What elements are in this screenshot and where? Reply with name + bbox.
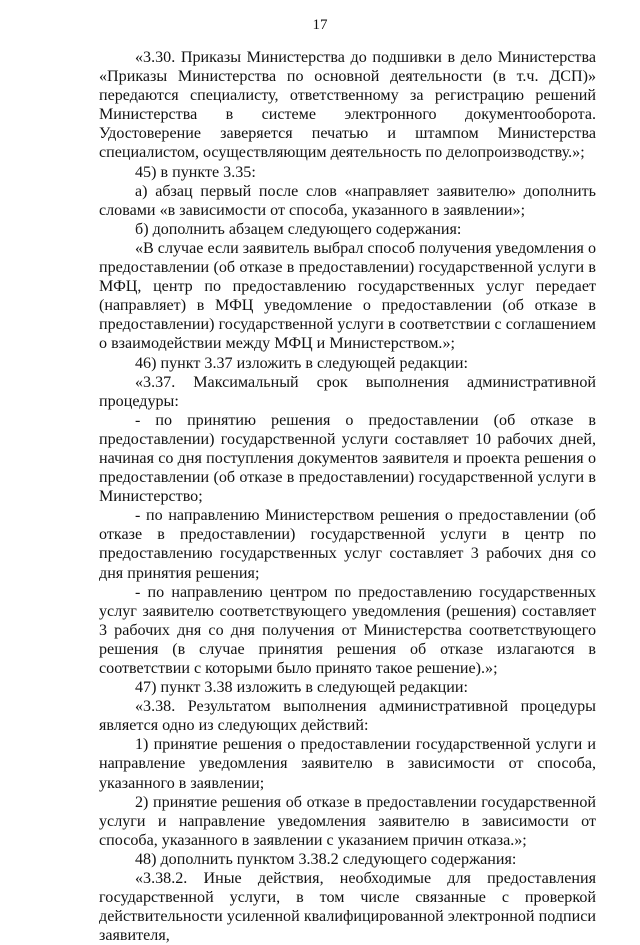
paragraph-mfc-notification: «В случае если заявитель выбрал способ получения уведомления о предоставлении (об отказе в предоставлении) государственной услуги в МФЦ, центр по предоставлению государственных услуг передает (направляет) в МФЦ уведомление о предоставлении (об отказе в предоставлении) государственной услуги в соответствии с соглашением о взаимодействии между МФЦ и Министерством.»; (99, 239, 596, 353)
paragraph-3-38-result: «3.38. Результатом выполнения административной процедуры является одно из следующих действий: (99, 698, 596, 735)
paragraph-45-a: а) абзац первый после слов «направляет заявителю» дополнить словами «в зависимости от способа, указанного в заявлении»; (99, 182, 596, 219)
paragraph-45-b: б) дополнить абзацем следующего содержания: (135, 220, 462, 238)
paragraph-result-2: 2) принятие решения об отказе в предоставлении государственной услуги и направление уведомления заявителю в зависимости от способа, указанного в заявлении с указанием причин отказа.»; (99, 793, 596, 849)
paragraph-item-48: 48) дополнить пунктом 3.38.2 следующего содержания: (135, 850, 517, 868)
paragraph-item-45: 45) в пункте 3.35: (135, 163, 256, 181)
paragraph-3-37-max-term: «3.37. Максимальный срок выполнения административной процедуры: (99, 373, 596, 410)
paragraph-result-1: 1) принятие решения о предоставлении государственной услуги и направление уведомления заявителю в зависимости от способа, указанного в заявлении; (99, 736, 596, 792)
document-body (99, 48, 596, 945)
paragraph-term-center-send: - по направлению центром по предоставлению государственных услуг заявителю соответствующего уведомления (решения) составляет 3 рабочих дня со дня получения от Министерства соответствующего решения (в случае принятия решения об отказе излагаются в соответствии с которыми было принято такое решение).»; (99, 583, 596, 677)
paragraph-term-decision: - по принятию решения о предоставлении (об отказе в предоставлении) государственной услуги составляет 10 рабочих дней, начиная со дня поступления документов заявителя и проекта решения о предоставлении (об отказе в предоставлении) государственной услуги в Министерство; (99, 411, 596, 506)
paragraph-term-ministry-send: - по направлению Министерством решения о предоставлении (об отказе в предоставлении) государственной услуги в центр по предоставлению государственных услуг составляет 3 рабочих дня со дня принятия решения; (99, 507, 596, 582)
paragraph-item-47: 47) пункт 3.38 изложить в следующей редакции: (135, 679, 468, 697)
paragraph-item-46: 46) пункт 3.37 изложить в следующей редакции: (135, 354, 468, 372)
page-number: 17 (312, 17, 328, 33)
paragraph-3-30-orders: «3.30. Приказы Министерства до подшивки в дело Министерства «Приказы Министерства по основной деятельности (в т.ч. ДСП)» передаются специалисту, ответственному за регистрацию решений Министерства в системе электронного документооборота. Удостоверение заверяется печатью и штампом Министерства специалистом, осуществляющим деятельность по делопроизводству.»; (99, 49, 596, 162)
paragraph-3-38-2-other-actions: «3.38.2. Иные действия, необходимые для предоставления государственной услуги, в том числе связанные с проверкой действительности усиленной квалифицированной электронной подписи заявителя, (99, 870, 596, 945)
